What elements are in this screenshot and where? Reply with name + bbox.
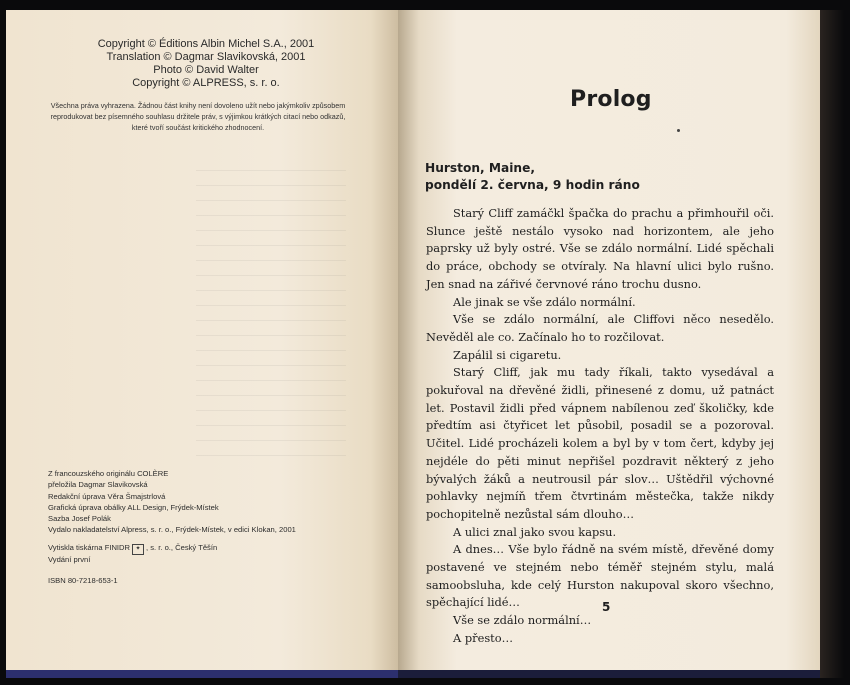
bleed-through-text: [196, 170, 346, 470]
printer-line: [48, 542, 368, 554]
printer-suffix: , s. r. o., Český Těšín: [146, 542, 218, 552]
rights-notice: Všechna práva vyhrazena. Žádnou část knihy není dovoleno užít nebo jakýmkoliv způsobem reprodukovat bez písemného souhlasu držitele práv, s výjimkou krátkých citací nebo odkazů, které tvoří součást kritického zhodnocení.: [50, 101, 346, 132]
printer-logo-icon: ✦: [132, 544, 144, 555]
date-line: pondělí 2. června, 9 hodin ráno: [425, 178, 640, 192]
imprint-line: Sazba Josef Polák: [48, 514, 111, 524]
printer-name: Vytiskla tiskárna FINIDR: [48, 542, 130, 552]
page-number: 5: [602, 600, 611, 614]
paragraph: Vše se zdálo normální…: [453, 613, 592, 628]
paragraph: A ulici znal jako svou kapsu.: [453, 524, 617, 539]
isbn: ISBN 80-7218-653-1: [48, 576, 118, 586]
imprint-line: přeložila Dagmar Slavikovská: [48, 480, 148, 490]
imprint-block: [48, 468, 368, 586]
paragraph: Zapálil si cigaretu.: [453, 347, 562, 362]
chapter-title: Prolog: [570, 87, 652, 112]
imprint-line: Grafická úprava obálky ALL Design, Frýdek-Místek: [48, 502, 219, 512]
imprint-line: Z francouzského originálu COLÈRE: [48, 469, 169, 478]
paragraph: Ale jinak se vše zdálo normální.: [453, 294, 636, 309]
paragraph: A přesto…: [453, 630, 513, 645]
ornament-dot: [677, 129, 680, 132]
left-page: [6, 10, 398, 670]
copyright-line: Copyright © Éditions Albin Michel S.A., 2001: [97, 38, 315, 50]
copyright-block: [66, 38, 346, 90]
paragraph: Vše se zdálo normální, ale Cliffovi něco nesedělo. Nevěděl ale co. Začínalo ho to rozčilovat.: [426, 312, 774, 344]
edition-line: Vydání první: [48, 554, 91, 564]
paragraph: A dnes… Vše bylo řádně na svém místě, dřevěné domy postavené ve stejném nebo téměř stejném stylu, malá samoobsluha, kde celý Hurston nakupoval skoro všechno, spěchající lidé…: [426, 542, 774, 610]
paragraph: Starý Cliff zamáčkl špačka do prachu a přimhouřil oči. Slunce ještě nestálo vysoko nad horizontem, ale jeho paprsky už byly ostré. Vše se zdálo normální. Lidé spěchali do práce, obchody se otvíraly. Na hlavní ulici bylo rušno. Jen snad na zářivé červnové ráno trochu dusno.: [426, 206, 774, 291]
copyright-line: Copyright © ALPRESS, s. r. o.: [132, 77, 280, 89]
cover-edge: [6, 670, 398, 678]
copyright-line: Translation © Dagmar Slavikovská, 2001: [106, 51, 306, 63]
page-edge-shadow: [820, 10, 844, 678]
paragraph: Starý Cliff, jak mu tady říkali, takto vysedával a pokuřoval na dřevěné židli, přinesené z domu, už patnáct let. Postavil židli před vápnem nabílenou zeď školičky, kde předtím asi čtyřicet let působil, posadil se a pozoroval. Učitel. Lidé procházeli kolem a byl by v tom čert, kdyby jej nejdéle do pěti minut nepřišel pozdravit některý z jeho bývalých žáků a neutrousil pár slov… Uštědřil výchovné pohlavky nejmíň třem čtvrtinám městečka, takže nikdy pochopitelně nezůstal sám dlouho…: [426, 365, 774, 521]
imprint-line: Redakční úprava Věra Šmajstrlová: [48, 491, 166, 501]
place-heading: [425, 160, 640, 194]
imprint-line: Vydalo nakladatelství Alpress, s. r. o., Frýdek-Místek, v edici Klokan, 2001: [48, 525, 296, 535]
copyright-line: Photo © David Walter: [153, 64, 259, 76]
body-text: [426, 205, 774, 648]
place-line: Hurston, Maine,: [425, 161, 535, 175]
